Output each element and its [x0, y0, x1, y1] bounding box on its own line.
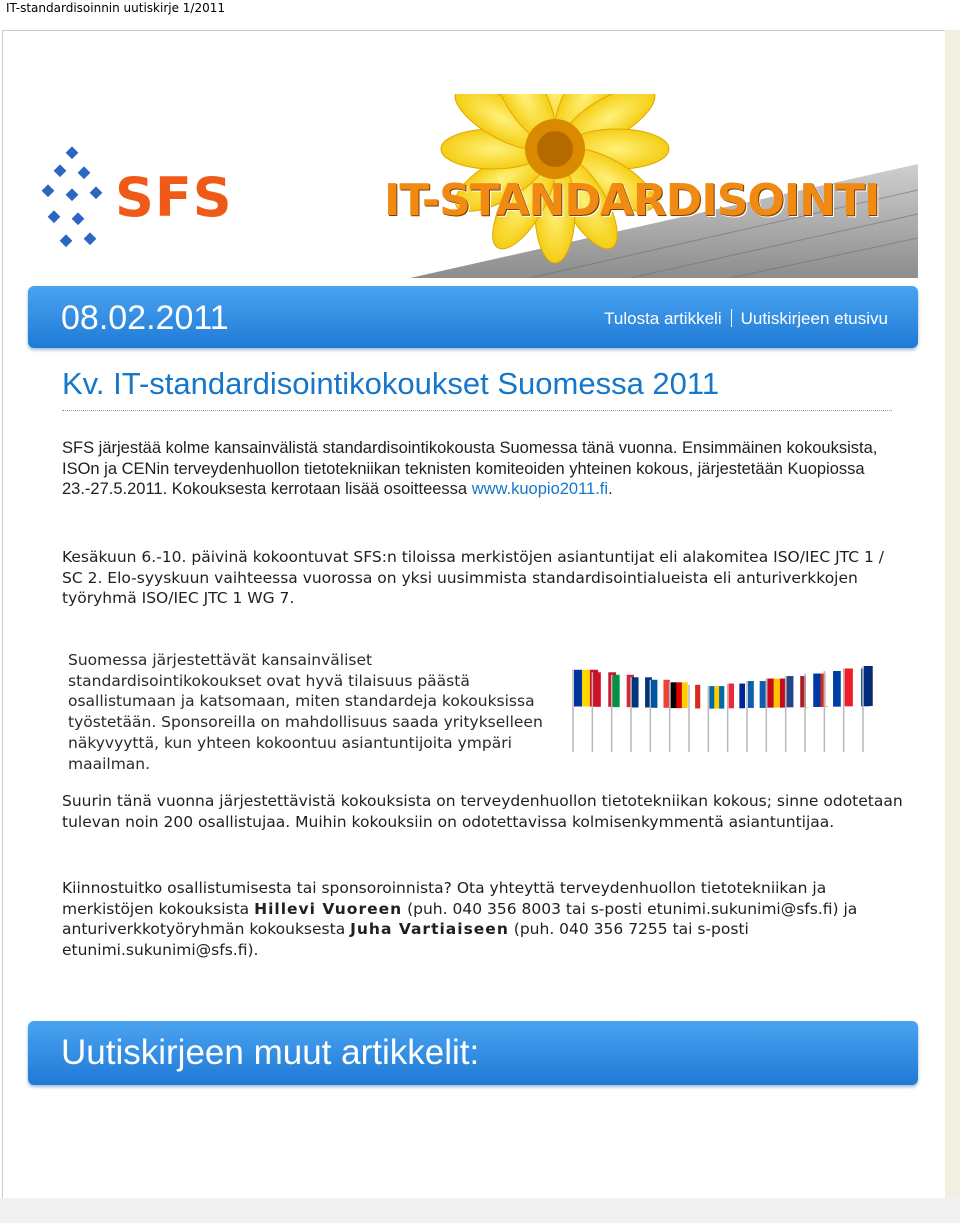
intro-text: SFS järjestää kolme kansainvälistä standardisointikokousta Suomessa tänä vuonna. Ensimmäinen kokouksista, ISOn ja CENin terveydenhuollon tietotekniikan teknisten komiteoiden yhteinen kokous, järjestetään Kuopiossa 23.-27.5.2011. Kokouksesta kerrotaan lisää osoitteessa: [62, 439, 878, 499]
other-articles-bar: [28, 1021, 918, 1085]
flag-stripe: [760, 681, 766, 708]
article-title: Kv. IT-standardisointikokoukset Suomessa 2011: [62, 366, 720, 401]
print-article-link[interactable]: Tulosta artikkeli: [604, 309, 722, 328]
paragraph-contact: [62, 878, 912, 961]
banner-title: IT-STANDARDISOINTI: [384, 175, 880, 226]
flag-stripe: [825, 671, 833, 707]
flag-stripe: [767, 679, 774, 708]
flag-stripe: [690, 685, 695, 709]
sfs-dots-icon: [38, 146, 118, 256]
title-divider: [62, 410, 892, 411]
newsletter-date: 08.02.2011: [61, 299, 229, 337]
frame-side-strip: [945, 30, 960, 1220]
flag-stripe: [748, 681, 754, 708]
newsletter-home-link[interactable]: Uutiskirjeen etusivu: [740, 309, 888, 328]
flag-stripe: [593, 672, 601, 707]
flag-stripe: [793, 676, 800, 707]
kuopio-link[interactable]: www.kuopio2011.fi: [471, 480, 609, 499]
flag-stripe: [806, 674, 814, 707]
contact-text-b: (puh. 040 356 8003 tai s-posti etunimi.sukunimi@sfs.fi) ja anturiverkkotyöryhmän kokouksesta: [62, 899, 858, 939]
flag-stripe: [864, 666, 873, 706]
flag-stripe: [620, 675, 627, 707]
flag-stripe: [601, 672, 609, 707]
other-articles-title: Uutiskirjeen muut artikkelit:: [61, 1033, 480, 1072]
flag-stripe: [639, 677, 646, 707]
paragraph-intro: [62, 438, 902, 500]
flag-stripe: [774, 679, 781, 708]
flag-stripe: [719, 686, 724, 709]
newsletter-header: [0, 94, 918, 278]
flag-stripe: [613, 675, 620, 707]
flag-stripe: [813, 674, 821, 707]
contact-name-1: Hillevi Vuoreen: [254, 899, 403, 918]
contact-name-2: Juha Vartiaiseen: [350, 920, 509, 939]
flag-stripe: [676, 682, 682, 708]
flag-stripe: [671, 682, 677, 708]
flag-stripe: [695, 685, 700, 709]
flag-stripe: [833, 671, 841, 707]
paragraph-sponsors: Suomessa järjestettävät kansainväliset standardisointikokoukset ovat hyvä tilaisuus päästä osallistumaan ja katsomaan, miten standardeja kokouksissa työstetään. Sponsoreilla on mahdollisuus saada yritykselleen näkyvyyttä, kun yhteen kokoontuu asiantuntijoita ympäri maailman.: [68, 651, 543, 773]
contact-text-a: Kiinnostuitko osallistumisesta tai sponsoroinnista? Ota yhteyttä terveydenhuollon tietotekniikan ja merkistöjen kokouksista: [62, 879, 827, 918]
sfs-logo-text: SFS: [115, 166, 233, 229]
flag-stripe: [853, 669, 861, 707]
link-divider: [731, 309, 732, 327]
flags-image: [563, 652, 873, 762]
date-bar: [28, 286, 918, 348]
flag-stripe: [632, 677, 639, 707]
paragraph-largest: Suurin tänä vuonna järjestettävistä kokouksista on terveydenhuollon tietotekniikan kokous; sinne odotetaan tulevan noin 200 osallistujaa. Muihin kokouksiin on odotettavissa kolmisenkymmentä asiantuntijaa.: [62, 792, 903, 831]
paragraph-meetings: Kesäkuun 6.-10. päivinä kokoontuvat SFS:n tiloissa merkistöjen asiantuntijat eli alakomitea ISO/IEC JTC 1 / SC 2. Elo-syyskuun vaihteessa vuorossa on yksi uusimmista standardisointialueista eli anturiverkkojen työryhmä ISO/IEC JTC 1 WG 7.: [62, 548, 884, 608]
flag-stripe: [700, 685, 705, 709]
flag-stripe: [734, 684, 740, 709]
flag-stripe: [787, 676, 794, 707]
flag-stripe: [663, 680, 669, 708]
flag-stripe: [714, 686, 719, 709]
flag-stripe: [657, 680, 663, 708]
flag-stripe: [682, 682, 688, 708]
flag-stripe: [754, 681, 760, 708]
bar-links: [604, 308, 888, 330]
flag-stripe: [582, 670, 590, 707]
page-label: IT-standardisoinnin uutiskirje 1/2011: [6, 1, 226, 15]
frame-bottom-strip: [0, 1198, 960, 1223]
flag-stripe: [845, 669, 853, 707]
flag-stripe: [729, 684, 735, 709]
flag-stripe: [574, 670, 582, 707]
flag-stripe: [709, 686, 714, 709]
contact-text-c: (puh. 040 356 7255 tai s-posti etunimi.sukunimi@sfs.fi).: [62, 920, 749, 960]
flag-stripe: [651, 680, 657, 708]
intro-end: .: [608, 480, 613, 499]
flag-stripe: [739, 684, 745, 709]
